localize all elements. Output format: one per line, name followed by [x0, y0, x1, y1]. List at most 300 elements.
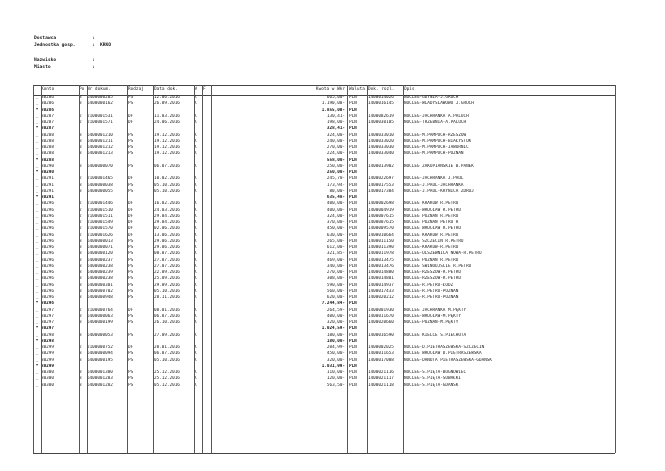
- cell-konto: 80296: [41, 288, 54, 294]
- cell-mark: _: [35, 163, 39, 169]
- cell-amount: 1.190,00-: [321, 101, 345, 107]
- cell-dok: 1400010664: [368, 232, 394, 238]
- cell-w: K: [194, 332, 197, 338]
- cell-konto: 80296: [41, 295, 54, 300]
- cell-mark: *: [35, 195, 39, 200]
- cell-w: K: [194, 138, 197, 144]
- cell-rodz: PS: [128, 295, 134, 300]
- cell-wal: PLN: [349, 132, 357, 138]
- cell-amount: 204,99-: [326, 345, 345, 350]
- cell-w: K: [194, 120, 197, 125]
- bottom-rule: [33, 453, 615, 454]
- cell-rodz: PS: [128, 182, 134, 188]
- cell-mark: *: [35, 326, 39, 332]
- cell-nr: 2100001465: [87, 176, 113, 182]
- cell-wal: PLN: [349, 301, 357, 307]
- header-label: Jednostka gosp.: [34, 43, 76, 48]
- cell-dok: 1400022697: [368, 176, 394, 182]
- cell-dok: 1400020212: [368, 295, 394, 300]
- cell-rodz: PS: [128, 245, 134, 250]
- cell-opis: NOCLEG POZNAŃ R.PETRU: [404, 213, 459, 219]
- cell-dok: 1400011978: [368, 251, 394, 257]
- cell-konto: 80300: [41, 370, 54, 375]
- cell-dok: 1400017304: [368, 188, 394, 194]
- cell-wal: PLN: [349, 120, 357, 125]
- cell-dok: 1400033010: [368, 132, 394, 138]
- cell-amount: 120,00-: [326, 376, 345, 382]
- cell-rodz: PS: [128, 251, 134, 257]
- cell-opis: NOCLEG-M.PAMPUCH-BIAŁYSTOK: [404, 138, 472, 144]
- col-divider: [202, 85, 203, 453]
- cell-rodz: DF: [128, 345, 134, 350]
- cell-nr: 6400000237: [87, 257, 113, 263]
- cell-konto: 80300: [41, 376, 54, 382]
- cell-amount: 270,00-: [326, 145, 345, 150]
- cell-wal: PLN: [349, 101, 357, 107]
- cell-po: 8: [79, 145, 82, 150]
- cell-opis: NOCLEG-KRAKÓW-R.PETRU: [404, 245, 459, 250]
- cell-nr: 6400001300: [87, 370, 113, 375]
- cell-dok: 1400021117: [368, 376, 394, 382]
- cell-w: K: [194, 207, 197, 213]
- cell-w: K: [194, 163, 197, 169]
- cell-mark: _: [35, 276, 39, 282]
- cell-opis: NOCLEG-GDYNIA-J.GRUCH: [404, 95, 459, 100]
- cell-w: K: [194, 226, 197, 232]
- cell-opis: NOCLEG-WLADYSLAWOWO J.GRUCH: [404, 101, 474, 107]
- cell-mark: _: [35, 132, 39, 138]
- cell-amount: 635,48-: [326, 195, 345, 200]
- cell-amount: 180,00-: [326, 338, 345, 344]
- cell-amount: 180,00-: [326, 332, 345, 338]
- cell-wal: PLN: [349, 270, 357, 275]
- col-opis-header: Opis: [404, 87, 415, 92]
- col-po-header: Po: [79, 87, 85, 92]
- cell-mark: _: [35, 188, 39, 194]
- cell-dok: 1400002025: [368, 345, 394, 350]
- cell-wal: PLN: [349, 320, 357, 325]
- cell-mark: _: [35, 120, 39, 125]
- cell-po: 8: [79, 101, 82, 107]
- cell-nr: 2100001570: [87, 226, 113, 232]
- cell-data: 26.09.2016: [154, 101, 180, 107]
- cell-data: 27.09.2016: [154, 332, 180, 338]
- cell-po: 8: [79, 288, 82, 294]
- cell-po: 8: [79, 320, 82, 325]
- cell-dok: 1400020660: [368, 320, 394, 325]
- cell-amount: 1.855,00-: [321, 107, 345, 113]
- cell-data: 12.06.2016: [154, 95, 180, 100]
- cell-amount: 7.244,84-: [321, 301, 345, 307]
- cell-nr: 6400000071: [87, 245, 113, 250]
- header-label: Dostawca: [34, 36, 57, 41]
- cell-opis: NOCLEG-TRZEBNIA-A.PALUCH: [404, 120, 467, 125]
- cell-dok: 1400014881: [368, 276, 394, 282]
- cell-data: 08.07.2016: [154, 251, 180, 257]
- col-data-header: Data dok.: [154, 87, 178, 92]
- cell-opis: NOCLEG KRAKÓW R.PETRU: [404, 232, 459, 238]
- col-w-header: W: [194, 87, 197, 92]
- cell-mark: _: [35, 288, 39, 294]
- col-dok-header: Dok. rozl.: [368, 87, 395, 92]
- cell-mark: _: [35, 282, 39, 288]
- header-separator: :: [92, 43, 95, 48]
- cell-konto: 80288: [41, 157, 54, 163]
- cell-w: K: [194, 276, 197, 282]
- cell-dok: 1400013475: [368, 257, 394, 263]
- cell-wal: PLN: [349, 176, 357, 182]
- cell-opis: NOCLEG ŚWINOUJŚCIE R.PETRU: [404, 263, 472, 269]
- cell-w: K: [194, 220, 197, 225]
- cell-dok: 1400033040: [368, 151, 394, 157]
- cell-nr: 6400000238: [87, 263, 113, 269]
- cell-amount: 265,00-: [326, 238, 345, 244]
- cell-nr: 6400001212: [87, 145, 113, 150]
- table-body: [33, 95, 615, 389]
- cell-konto: 80290: [41, 170, 54, 175]
- cell-amount: 250,00-: [326, 163, 345, 169]
- cell-rodz: DF: [128, 213, 134, 219]
- cell-wal: PLN: [349, 201, 357, 207]
- cell-nr: 6400000120: [87, 251, 113, 257]
- cell-rodz: PS: [128, 188, 134, 194]
- cell-konto: 80288: [41, 145, 54, 150]
- cell-data: 28.01.2016: [154, 345, 180, 350]
- cell-konto: 80299: [41, 357, 54, 363]
- col-divider: [347, 85, 348, 453]
- cell-mark: *: [35, 301, 39, 307]
- cell-po: 8: [79, 351, 82, 357]
- cell-opis: NOCLEG ZAKOPIANSKIE B.PANEK: [404, 163, 474, 169]
- cell-data: 25.12.2016: [154, 376, 180, 382]
- header-label: Nazwisko: [34, 58, 57, 63]
- cell-opis: NOCLEG-M.PAMPUCH-JAWORNIC: [404, 145, 469, 150]
- cell-w: K: [194, 263, 197, 269]
- col-divider: [615, 85, 616, 453]
- cell-dok: 1400004919: [368, 207, 394, 213]
- col-divider: [403, 85, 404, 453]
- cell-nr: 6400000301: [87, 282, 113, 288]
- cell-rodz: PS: [128, 376, 134, 382]
- cell-rodz: PS: [128, 357, 134, 363]
- cell-nr: 2100001571: [87, 120, 113, 125]
- cell-data: 27.07.2016: [154, 263, 180, 269]
- cell-dok: 1400017553: [368, 182, 394, 188]
- cell-rodz: PS: [128, 282, 134, 288]
- cell-po: 8: [79, 313, 82, 319]
- cell-data: 05.12.2016: [154, 382, 180, 388]
- cell-konto: 80288: [41, 132, 54, 138]
- cell-dok: 1400017088: [368, 357, 394, 363]
- cell-w: K: [194, 176, 197, 182]
- cell-w: K: [194, 145, 197, 150]
- cell-nr: 2100000752: [87, 345, 113, 350]
- cell-po: 8: [79, 376, 82, 382]
- cell-w: K: [194, 232, 197, 238]
- cell-mark: *: [35, 126, 39, 132]
- cell-data: 08.01.2016: [154, 307, 180, 313]
- header-separator: :: [92, 58, 95, 63]
- cell-wal: PLN: [349, 282, 357, 288]
- cell-nr: 2100001626: [87, 232, 113, 238]
- cell-po: 8: [79, 163, 82, 169]
- cell-amount: 400,00-: [326, 313, 345, 319]
- col-divider: [41, 85, 42, 453]
- cell-nr: 6400000053: [87, 332, 113, 338]
- cell-opis: NOCLEG-J.PAUL-JACHRANKA: [404, 182, 464, 188]
- cell-nr: 6400001282: [87, 382, 113, 388]
- cell-konto: 80298: [41, 332, 54, 338]
- cell-w: K: [194, 201, 197, 207]
- cell-konto: 80299: [41, 363, 54, 369]
- cell-data: 19.12.2016: [154, 145, 180, 150]
- cell-w: K: [194, 357, 197, 363]
- cell-wal: PLN: [349, 107, 357, 113]
- cell-rodz: PS: [128, 145, 134, 150]
- cell-po: 8: [79, 382, 82, 388]
- cell-opis: NOCLEG JACHRANKA M.PĘKTY: [404, 307, 467, 313]
- cell-w: K: [194, 345, 197, 350]
- cell-po: 2: [79, 345, 82, 350]
- cell-nr: 6400000063: [87, 313, 113, 319]
- cell-mark: _: [35, 220, 39, 225]
- cell-nr: 6400000948: [87, 295, 113, 300]
- cell-w: K: [194, 288, 197, 294]
- cell-konto: 80296: [41, 270, 54, 275]
- cell-nr: 6400000238: [87, 276, 113, 282]
- cell-konto: 80296: [41, 282, 54, 288]
- cell-opis: NOCLEG-S.PIĘTA-BOGNOWIEC: [404, 370, 467, 375]
- cell-nr: 6400000199: [87, 320, 113, 325]
- cell-w: K: [194, 213, 197, 219]
- cell-nr: 6400000205: [87, 95, 113, 100]
- cell-rodz: DF: [128, 207, 134, 213]
- cell-wal: PLN: [349, 338, 357, 344]
- cell-opis: NOCLEG KRAKÓW R.PETRU: [404, 201, 459, 207]
- cell-po: 8: [79, 151, 82, 157]
- cell-mark: _: [35, 376, 39, 382]
- cell-mark: _: [35, 213, 39, 219]
- cell-po: 8: [79, 357, 82, 363]
- cell-wal: PLN: [349, 145, 357, 150]
- cell-dok: 1400002698: [368, 201, 394, 207]
- cell-rodz: PS: [128, 351, 134, 357]
- cell-wal: PLN: [349, 232, 357, 238]
- cell-amount: 450,00-: [326, 351, 345, 357]
- cell-rodz: DF: [128, 232, 134, 238]
- cell-wal: PLN: [349, 151, 357, 157]
- col-divider: [87, 85, 88, 453]
- cell-wal: PLN: [349, 95, 357, 100]
- cell-amount: 450,00-: [326, 226, 345, 232]
- col-divider: [127, 85, 128, 453]
- col-waluta-header: Waluta: [349, 87, 365, 92]
- cell-opis: NOCLEG-S.PIĘTA-SUWAŁKI: [404, 376, 461, 382]
- cell-rodz: PS: [128, 288, 134, 294]
- cell-nr: 6400000162: [87, 101, 113, 107]
- cell-rodz: PS: [128, 132, 134, 138]
- cell-mark: _: [35, 332, 39, 338]
- cell-wal: PLN: [349, 257, 357, 263]
- cell-mark: *: [35, 157, 39, 163]
- cell-mark: _: [35, 295, 39, 300]
- cell-data: 05.10.2016: [154, 188, 180, 194]
- cell-mark: _: [35, 251, 39, 257]
- cell-nr: 2100001549: [87, 220, 113, 225]
- cell-amount: 560,00-: [326, 288, 345, 294]
- cell-dok: 1400016145: [368, 101, 394, 107]
- cell-data: 11.03.2016: [154, 113, 180, 119]
- cell-dok: 1400011670: [368, 313, 394, 319]
- cell-konto: 80296: [41, 257, 54, 263]
- cell-data: 06.07.2016: [154, 313, 180, 319]
- cell-amount: 590,00-: [326, 282, 345, 288]
- cell-amount: 400,00-: [326, 207, 345, 213]
- cell-konto: 80296: [41, 276, 54, 282]
- cell-wal: PLN: [349, 332, 357, 338]
- cell-amount: 240,00-: [326, 138, 345, 144]
- cell-po: 8: [79, 188, 82, 194]
- cell-w: K: [194, 132, 197, 138]
- col-f-header: F: [203, 87, 206, 92]
- cell-data: 28.11.2016: [154, 295, 180, 300]
- cell-data: 19.12.2016: [154, 132, 180, 138]
- cell-rodz: PS: [128, 138, 134, 144]
- cell-konto: 80287: [41, 120, 54, 125]
- cell-dok: 1400001930: [368, 307, 394, 313]
- cell-konto: 80298: [41, 338, 54, 344]
- cell-data: 29.06.2016: [154, 238, 180, 244]
- cell-amount: 620,00-: [326, 295, 345, 300]
- cell-dok: 1400007615: [368, 220, 394, 225]
- cell-opis: NOCLEG WROCŁAW D.PIETRASZEWSKA: [404, 351, 482, 357]
- cell-amount: 1.031,99-: [321, 363, 345, 369]
- cell-konto: 80296: [41, 220, 54, 225]
- cell-rodz: DF: [128, 307, 134, 313]
- cell-w: K: [194, 251, 197, 257]
- cell-dok: 1400082619: [368, 113, 394, 119]
- col-divider: [194, 85, 195, 453]
- header-value: KRKO: [100, 43, 112, 48]
- cell-mark: _: [35, 201, 39, 207]
- cell-nr: 6400000038: [87, 182, 113, 188]
- cell-data: 02.06.2016: [154, 226, 180, 232]
- cell-wal: PLN: [349, 351, 357, 357]
- cell-wal: PLN: [349, 370, 357, 375]
- header-field: [34, 58, 100, 64]
- cell-wal: PLN: [349, 195, 357, 200]
- cell-mark: _: [35, 232, 39, 238]
- cell-mark: _: [35, 226, 39, 232]
- header-label: Miasto: [34, 65, 51, 70]
- cell-mark: _: [35, 320, 39, 325]
- cell-po: 8: [79, 295, 82, 300]
- cell-data: 13.06.2016: [154, 232, 180, 238]
- cell-data: 29.09.2016: [154, 282, 180, 288]
- cell-wal: PLN: [349, 126, 357, 132]
- cell-opis: NOCLEG POZNAŃ PETRU R: [404, 220, 459, 225]
- cell-rodz: DF: [128, 226, 134, 232]
- cell-data: 29.06.2016: [154, 245, 180, 250]
- cell-konto: 80291: [41, 182, 54, 188]
- cell-wal: PLN: [349, 288, 357, 294]
- cell-mark: _: [35, 95, 39, 100]
- cell-data: 24.06.2016: [154, 120, 180, 125]
- cell-data: 19.12.2016: [154, 138, 180, 144]
- cell-rodz: PS: [128, 332, 134, 338]
- cell-w: K: [194, 245, 197, 250]
- cell-mark: _: [35, 263, 39, 269]
- cell-wal: PLN: [349, 207, 357, 213]
- cell-nr: 6400001210: [87, 132, 113, 138]
- cell-po: 8: [79, 370, 82, 375]
- cell-amount: 198,00-: [326, 120, 345, 125]
- cell-opis: NOCLEG-D.PIETRASZEWSKA-SZCZECIN: [404, 345, 485, 350]
- header-field: [34, 36, 100, 42]
- cell-rodz: PS: [128, 263, 134, 269]
- cell-amount: 630,00-: [326, 232, 345, 238]
- cell-mark: _: [35, 257, 39, 263]
- cell-po: 8: [79, 282, 82, 288]
- col-amount-header: Kwota w Wkr: [315, 87, 345, 92]
- cell-amount: 370,00-: [326, 220, 345, 225]
- cell-konto: 80291: [41, 176, 54, 182]
- cell-opis: NOCLEG-RZESZÓW-R.PETRU: [404, 270, 461, 275]
- cell-nr: 2100001531: [87, 113, 113, 119]
- cell-wal: PLN: [349, 326, 357, 332]
- cell-dok: 1400017433: [368, 288, 394, 294]
- cell-po: 2: [79, 232, 82, 238]
- cell-dok: 1400011150: [368, 238, 394, 244]
- cell-amount: 270,00-: [326, 270, 345, 275]
- cell-konto: 80291: [41, 188, 54, 194]
- cell-nr: 2100000764: [87, 307, 113, 313]
- cell-amount: 308,00-: [326, 276, 345, 282]
- cell-data: 24.03.2016: [154, 207, 180, 213]
- cell-wal: PLN: [349, 182, 357, 188]
- cell-opis: NOCLEG-R.PETRU-POZNAŃ: [404, 295, 459, 300]
- header-separator: :: [92, 65, 95, 70]
- cell-data: 26.10.2016: [154, 320, 180, 325]
- cell-mark: _: [35, 207, 39, 213]
- cell-amount: 130,41-: [326, 113, 345, 119]
- cell-mark: *: [35, 363, 39, 369]
- cell-konto: 80290: [41, 163, 54, 169]
- cell-opis: NOCLEG-WROCŁAW R.PETRU: [404, 207, 461, 213]
- table-header-row: [33, 85, 615, 95]
- cell-konto: 80286: [41, 107, 54, 113]
- cell-w: K: [194, 370, 197, 375]
- cell-opis: NOCLEG-R.PETRU-POZNAŃ: [404, 288, 459, 294]
- cell-wal: PLN: [349, 220, 357, 225]
- cell-wal: PLN: [349, 138, 357, 144]
- cell-data: 10.02.2016: [154, 176, 180, 182]
- cell-amount: 110,00-: [326, 370, 345, 375]
- cell-dok: 1400033030: [368, 145, 394, 150]
- cell-w: K: [194, 295, 197, 300]
- cell-po: 8: [79, 332, 82, 338]
- cell-w: K: [194, 101, 197, 107]
- cell-konto: 80296: [41, 213, 54, 219]
- cell-konto: 80296: [41, 232, 54, 238]
- cell-w: K: [194, 151, 197, 157]
- table-row: [33, 383, 615, 389]
- cell-opis: NOCLEG-OLSZEWNICA NOWA-R.PETRU: [404, 251, 482, 257]
- cell-wal: PLN: [349, 263, 357, 269]
- cell-dok: 1400014937: [368, 282, 394, 288]
- cell-konto: 80296: [41, 201, 54, 207]
- cell-opis: NOCLEG-R.PETRU-ŁÓDŹ: [404, 282, 454, 288]
